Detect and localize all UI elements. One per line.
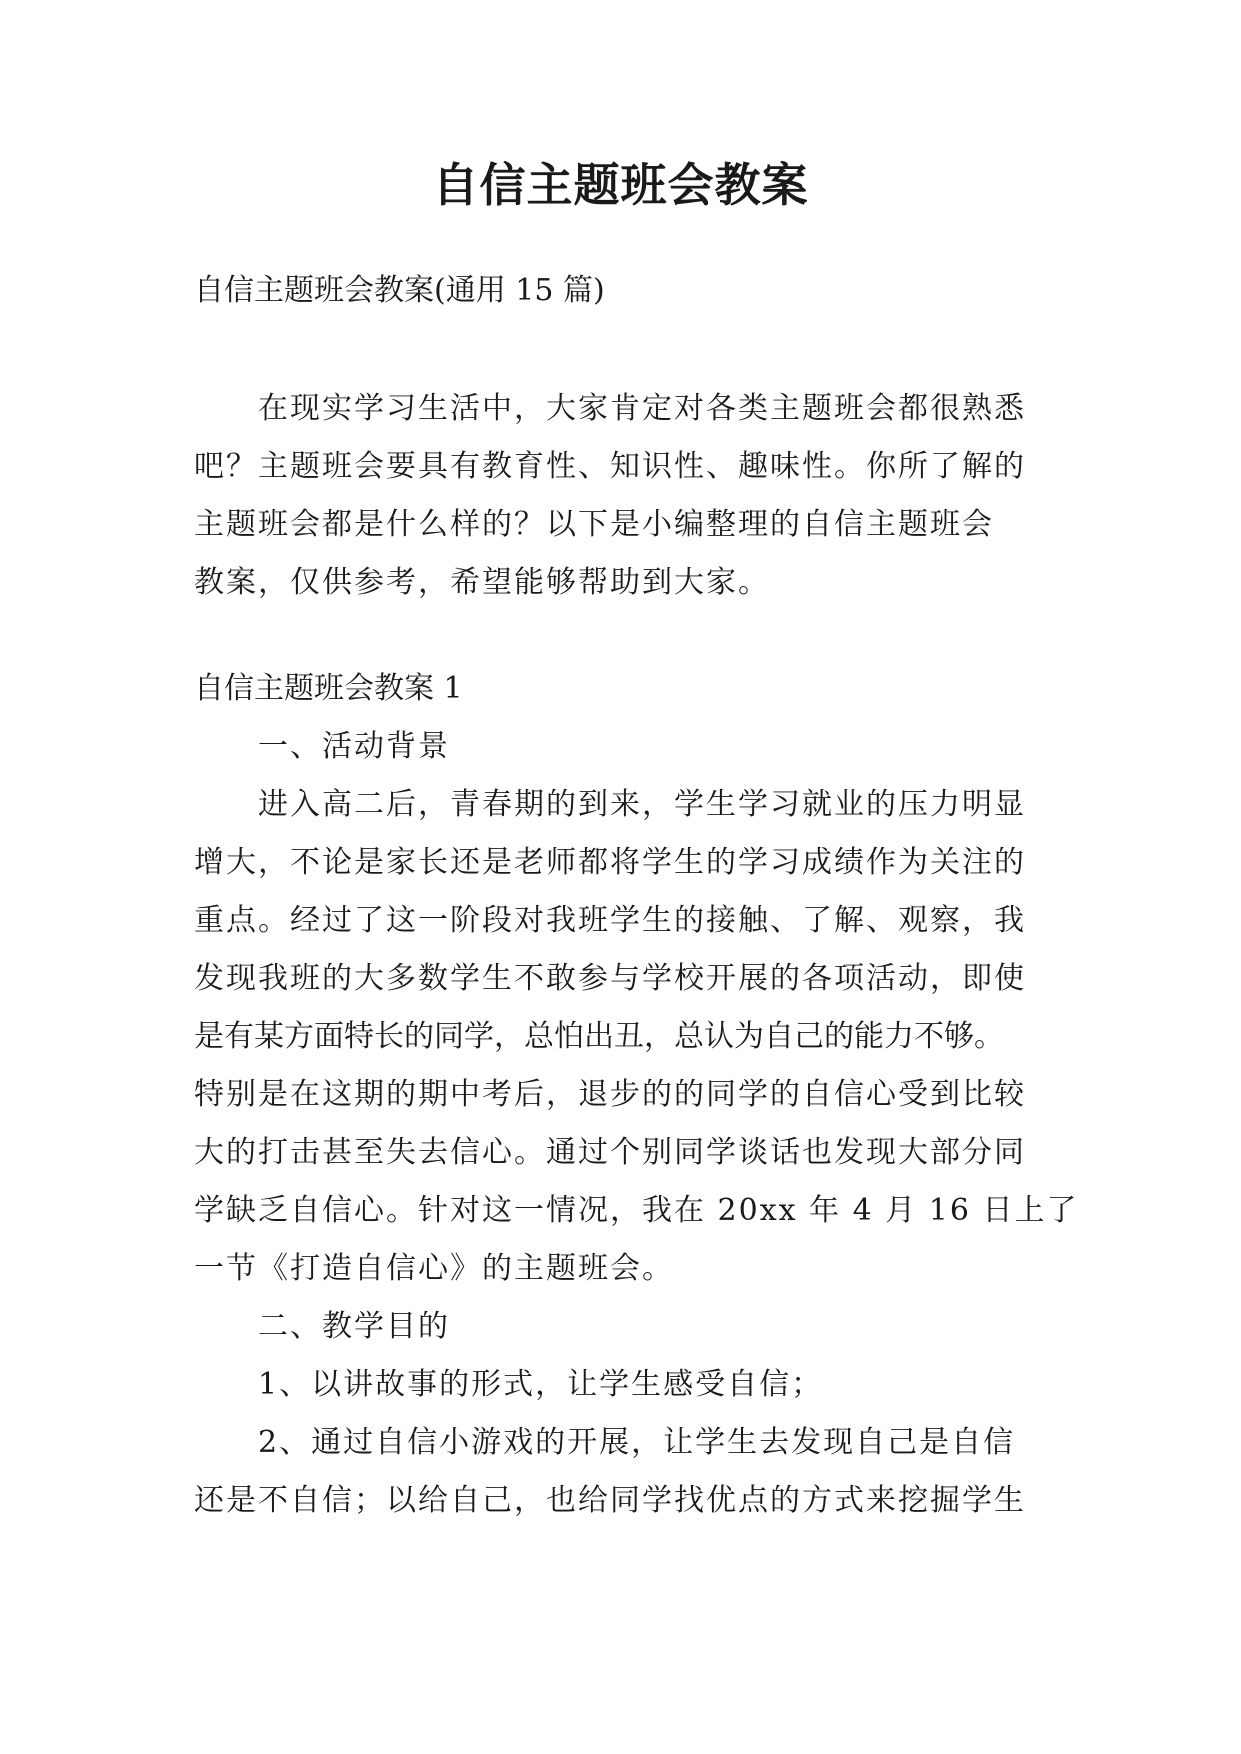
- document-subtitle: 自信主题班会教案(通用 15 篇): [194, 273, 605, 308]
- intro-paragraph: [194, 380, 1060, 612]
- paragraph-line: 主题班会都是什么样的？以下是小编整理的自信主题班会: [194, 507, 994, 542]
- paragraph-line: 吧？主题班会要具有教育性、知识性、趣味性。你所了解的: [194, 449, 1026, 484]
- paragraph-line: 大的打击甚至失去信心。通过个别同学谈话也发现大部分同: [194, 1135, 1026, 1170]
- document-title: 自信主题班会教案: [432, 158, 809, 212]
- part-heading: 二、教学目的: [258, 1309, 450, 1344]
- paragraph-line: 还是不自信；以给自己，也给同学找优点的方式来挖掘学生: [194, 1483, 1026, 1518]
- section-heading: 自信主题班会教案 1: [194, 671, 463, 706]
- paragraph-line: 重点。经过了这一阶段对我班学生的接触、了解、观察，我: [194, 903, 1026, 938]
- paragraph-line: 进入高二后，青春期的到来，学生学习就业的压力明显: [258, 787, 1026, 822]
- spacer: [194, 320, 1060, 380]
- spacer: [194, 612, 1060, 660]
- paragraph-line: 增大，不论是家长还是老师都将学生的学习成绩作为关注的: [194, 845, 1026, 880]
- paragraph-line: 学缺乏自信心。针对这一情况，我在 20xx 年 4 月 16 日上了: [194, 1193, 1079, 1228]
- paragraph-line: 一节《打造自信心》的主题班会。: [194, 1251, 674, 1286]
- paragraph-line: 特别是在这期的期中考后，退步的的同学的自信心受到比较: [194, 1077, 1026, 1112]
- goal-item: [194, 1414, 1060, 1530]
- paragraph-line: 是有某方面特长的同学，总怕出丑，总认为自己的能力不够。: [194, 1019, 1004, 1054]
- goal-item: 1、以讲故事的形式，让学生感受自信；: [258, 1367, 824, 1402]
- paragraph-line: 发现我班的大多数学生不敢参与学校开展的各项活动，即使: [194, 961, 1026, 996]
- paragraph-line: 在现实学习生活中，大家肯定对各类主题班会都很熟悉: [258, 391, 1026, 426]
- paragraph-line: 教案，仅供参考，希望能够帮助到大家。: [194, 565, 770, 600]
- document-body: [194, 262, 1079, 1530]
- paragraph-line: 2、通过自信小游戏的开展，让学生去发现自己是自信: [258, 1425, 1016, 1460]
- part-heading: 一、活动背景: [258, 729, 450, 764]
- background-paragraph: [194, 776, 1079, 1298]
